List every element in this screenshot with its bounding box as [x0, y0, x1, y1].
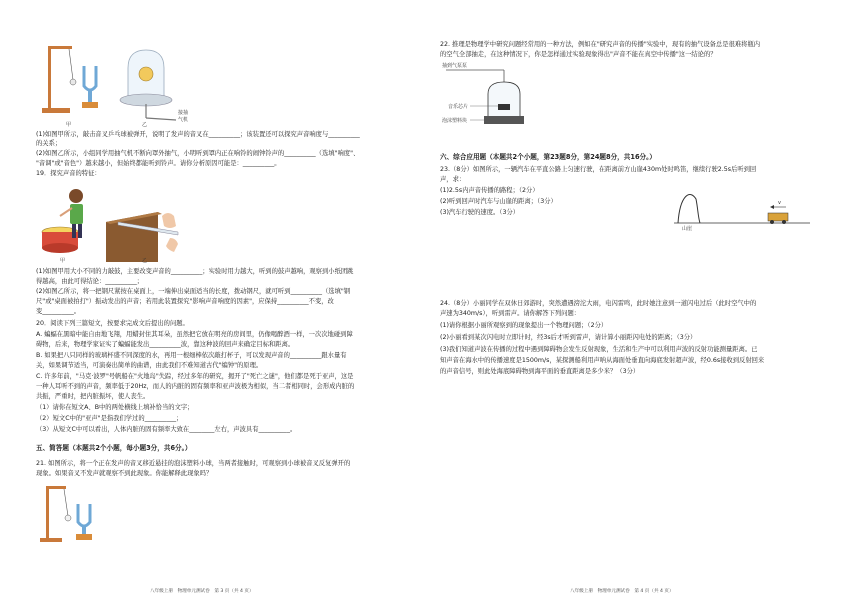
fig22-label-bell: 音乐芯片: [448, 104, 469, 110]
fig23-label-v: v: [778, 200, 781, 206]
stand-base: [42, 108, 70, 113]
fig-label-pump-2: 气机: [178, 117, 189, 123]
q24-line-6: 知声音在海水中的传播速度是1500m/s，某探测船利用声呐从海面处垂直向海底发射超声波，经0.6s接收到反射回来: [440, 357, 765, 364]
car-icon: [768, 213, 788, 221]
q18-line-1: (1)如图甲所示，敲击音叉乒乓球被弹开，说明了发声的音叉在__________；该装置还可以探究声音响度与__________: [36, 131, 360, 138]
q19-line-3: (2)如图乙所示，将一把钢尺紧按在桌面上，一端伸出桌面适当的长度，拨动钢尺，就可听到__________（选填"钢: [36, 288, 351, 295]
bell-jar-pump-figure: [440, 60, 550, 130]
q24-line-7: 的声音信号，则此处海底障碍物到海平面的垂直距离是多少米？（3分）: [440, 368, 640, 375]
q20-a-2: 碍物，后来，物理学家证实了蝙蝠能发出__________波，靠这种波的回声来确定目标和距离。: [36, 341, 295, 348]
q23-line-5: (3)汽车行驶的速度。（3分）: [440, 209, 520, 216]
q20-b-1: B. 如果把八只同样的玻璃杯盛不同深度的水，再用一根细棒依次敲打杯子，可以发现声音的__________跟水量有: [36, 352, 347, 359]
q19-heading: 19．探究声音的特征：: [36, 170, 101, 177]
fig23-label-mountain: 山崖: [682, 226, 693, 231]
foam-pad: [484, 116, 524, 124]
q20-a-1: A. 蝙蝠在黑暗中能自由地飞翔，用蜡封住其耳朵，虽然把它放在明亮的房间里，仍像喝醉酒一样，一次次地碰到障: [36, 331, 353, 338]
drum-ruler-figure: [38, 182, 188, 264]
foam-ball: [65, 515, 71, 521]
tuning-fork-icon: [78, 504, 90, 526]
fork-ball-figure: [38, 482, 118, 544]
car-cliff-figure: [674, 185, 814, 231]
q24-line-5: (3)我们知道声波在传播的过程中遇到障碍物会发生反射现象，生活和生产中可以利用声波的反射功能测量距离。已: [440, 346, 758, 353]
q18-line-4: "音调"或"音色"）越来越小，但始终都能听到铃声。请你分析原因可能是：__________。: [36, 160, 281, 167]
q24-line-3: (1)请你根据小丽所观察到的现象提出一个物理问题；（2分）: [440, 322, 608, 329]
q19-line-2: 得越高，由此可得结论：__________；: [36, 278, 144, 285]
fig-label-pump-1: 接抽: [178, 110, 189, 116]
q23-line-3: (1)2.5s内声音传播的路程；（2分）: [440, 187, 539, 194]
q22-line-2: 的空气全部抽走，在这种情况下，你是怎样通过实验现象得出"声音不能在真空中传播"这一结论的？: [440, 51, 717, 58]
q22-line-1: 22. 推理是物理学中研究问题经常用的一种方法，例如在"研究声音的传播"实验中，现有的抽气设备总是很难将瓶内: [440, 41, 761, 48]
footer-page-3: 八年级上册 物理单元测试卷 第 3 页（共 4 页）: [150, 589, 254, 594]
q24-line-4: (2)小丽看到某次闪电时立即计时，经3s后才听到雷声，请计算小丽距闪电处的距离；（3分）: [440, 334, 697, 341]
q21-line-2: 现象。如果音叉不发声就观察不到此现象。你能解释此现象吗？: [36, 470, 213, 477]
fig-label-yi: 乙: [142, 122, 148, 128]
q24-line-1: 24.（8分）小丽同学在双休日郊游时，突然遭遇滂沱大雨，电闪雷鸣，此时她注意到一道闪电过后（此时空气中的: [440, 300, 757, 307]
cliff-outline: [678, 194, 700, 223]
q20-b-2: 关，如果调节适当，可演奏出简单的曲谱，由此我们不难知道古代"编钟"的原理。: [36, 362, 263, 369]
fig-label-jia: 甲: [66, 122, 72, 128]
q23-line-2: 声，求：: [440, 176, 466, 183]
fig19-label-yi: 乙: [142, 258, 148, 264]
tuning-fork-figure: [36, 38, 196, 130]
music-chip-icon: [498, 104, 510, 110]
q20-c-1: C. 许多年前，"马克·波罗"号帆船在"火地岛"失踪，经过多年的研究，揭开了"死亡之谜"，他们都是死于亚声，这是: [36, 373, 354, 380]
q23-line-4: (2)听到回声时汽车与山崖的距离；（3分）: [440, 198, 557, 205]
section6-heading: 六、综合应用题（本题共2个小题，第23题8分，第24题8分，共16分。）: [440, 153, 657, 161]
fig19-label-jia: 甲: [60, 258, 66, 264]
q20-c-3: 共振，严重时，把内脏振坏，使人丧生。: [36, 393, 150, 400]
footer-page-4: 八年级上册 物理单元测试卷 第 4 页（共 4 页）: [570, 589, 674, 594]
fig22-label-pad: 泡沫塑料块: [442, 118, 468, 124]
q18-line-3: (2)如图乙所示，小组同学用抽气机不断向罩外抽气，小明听到罩内正在响铃的闹钟铃声的__________（选填"响度"、: [36, 150, 360, 157]
q19-line-5: 变__________。: [36, 308, 81, 315]
q20-sub-3: （3）从短文C中可以看出，人体内脏的固有频率大致在________左右，声波具有__________。: [36, 426, 297, 433]
q23-line-1: 23.（8分）如图所示，一辆汽车在平直公路上匀速行驶，在距离前方山崖430m处时鸣笛，继续行驶2.5s后听到回: [440, 166, 757, 173]
section5-heading: 五、简答题（本题共2个小题，每小题3分，共6分。）: [36, 444, 192, 452]
q18-line-2: 的关系；: [36, 140, 62, 147]
fig22-label-pump: 抽到气泵泵: [442, 63, 468, 69]
q21-line-1: 21. 如图所示，将一个正在发声的音叉移近悬挂的泡沫塑料小球，当两者接触时，可观察到小球被音叉反复弹开的: [36, 460, 351, 467]
ping-pong-ball: [70, 79, 76, 85]
q24-line-2: 声速为340m/s），听到雷声。请你解答下列问题：: [440, 310, 581, 317]
right-page: [430, 0, 860, 608]
q19-line-4: 尺"或"桌面被拍打"）振动发出的声音；若用此装置探究"影响声音响度的因素"，应保持__________不变，改: [36, 298, 334, 305]
q20-sub-2: （2）短文C中的"亚声"是指我们学过的__________；: [36, 415, 183, 422]
q20-heading: 20．阅读下列三篇短文，按要求完成文后提出的问题。: [36, 320, 189, 327]
q20-c-2: 一种人耳听不到的声音，频率低于20Hz，而人的内脏的固有频率和亚声波极为相似，当二者相同时，会形成内脏的: [36, 383, 355, 390]
alarm-clock-icon: [139, 67, 153, 81]
q20-sub-1: （1）请你在短文A、B中的两处横线上填补恰当的文字；: [36, 404, 194, 411]
q19-line-1: (1)如图甲用大小不同的力敲鼓，主要改变声音的__________；实验时用力越大，听到的鼓声越响，观察到小纸团跳: [36, 268, 354, 275]
